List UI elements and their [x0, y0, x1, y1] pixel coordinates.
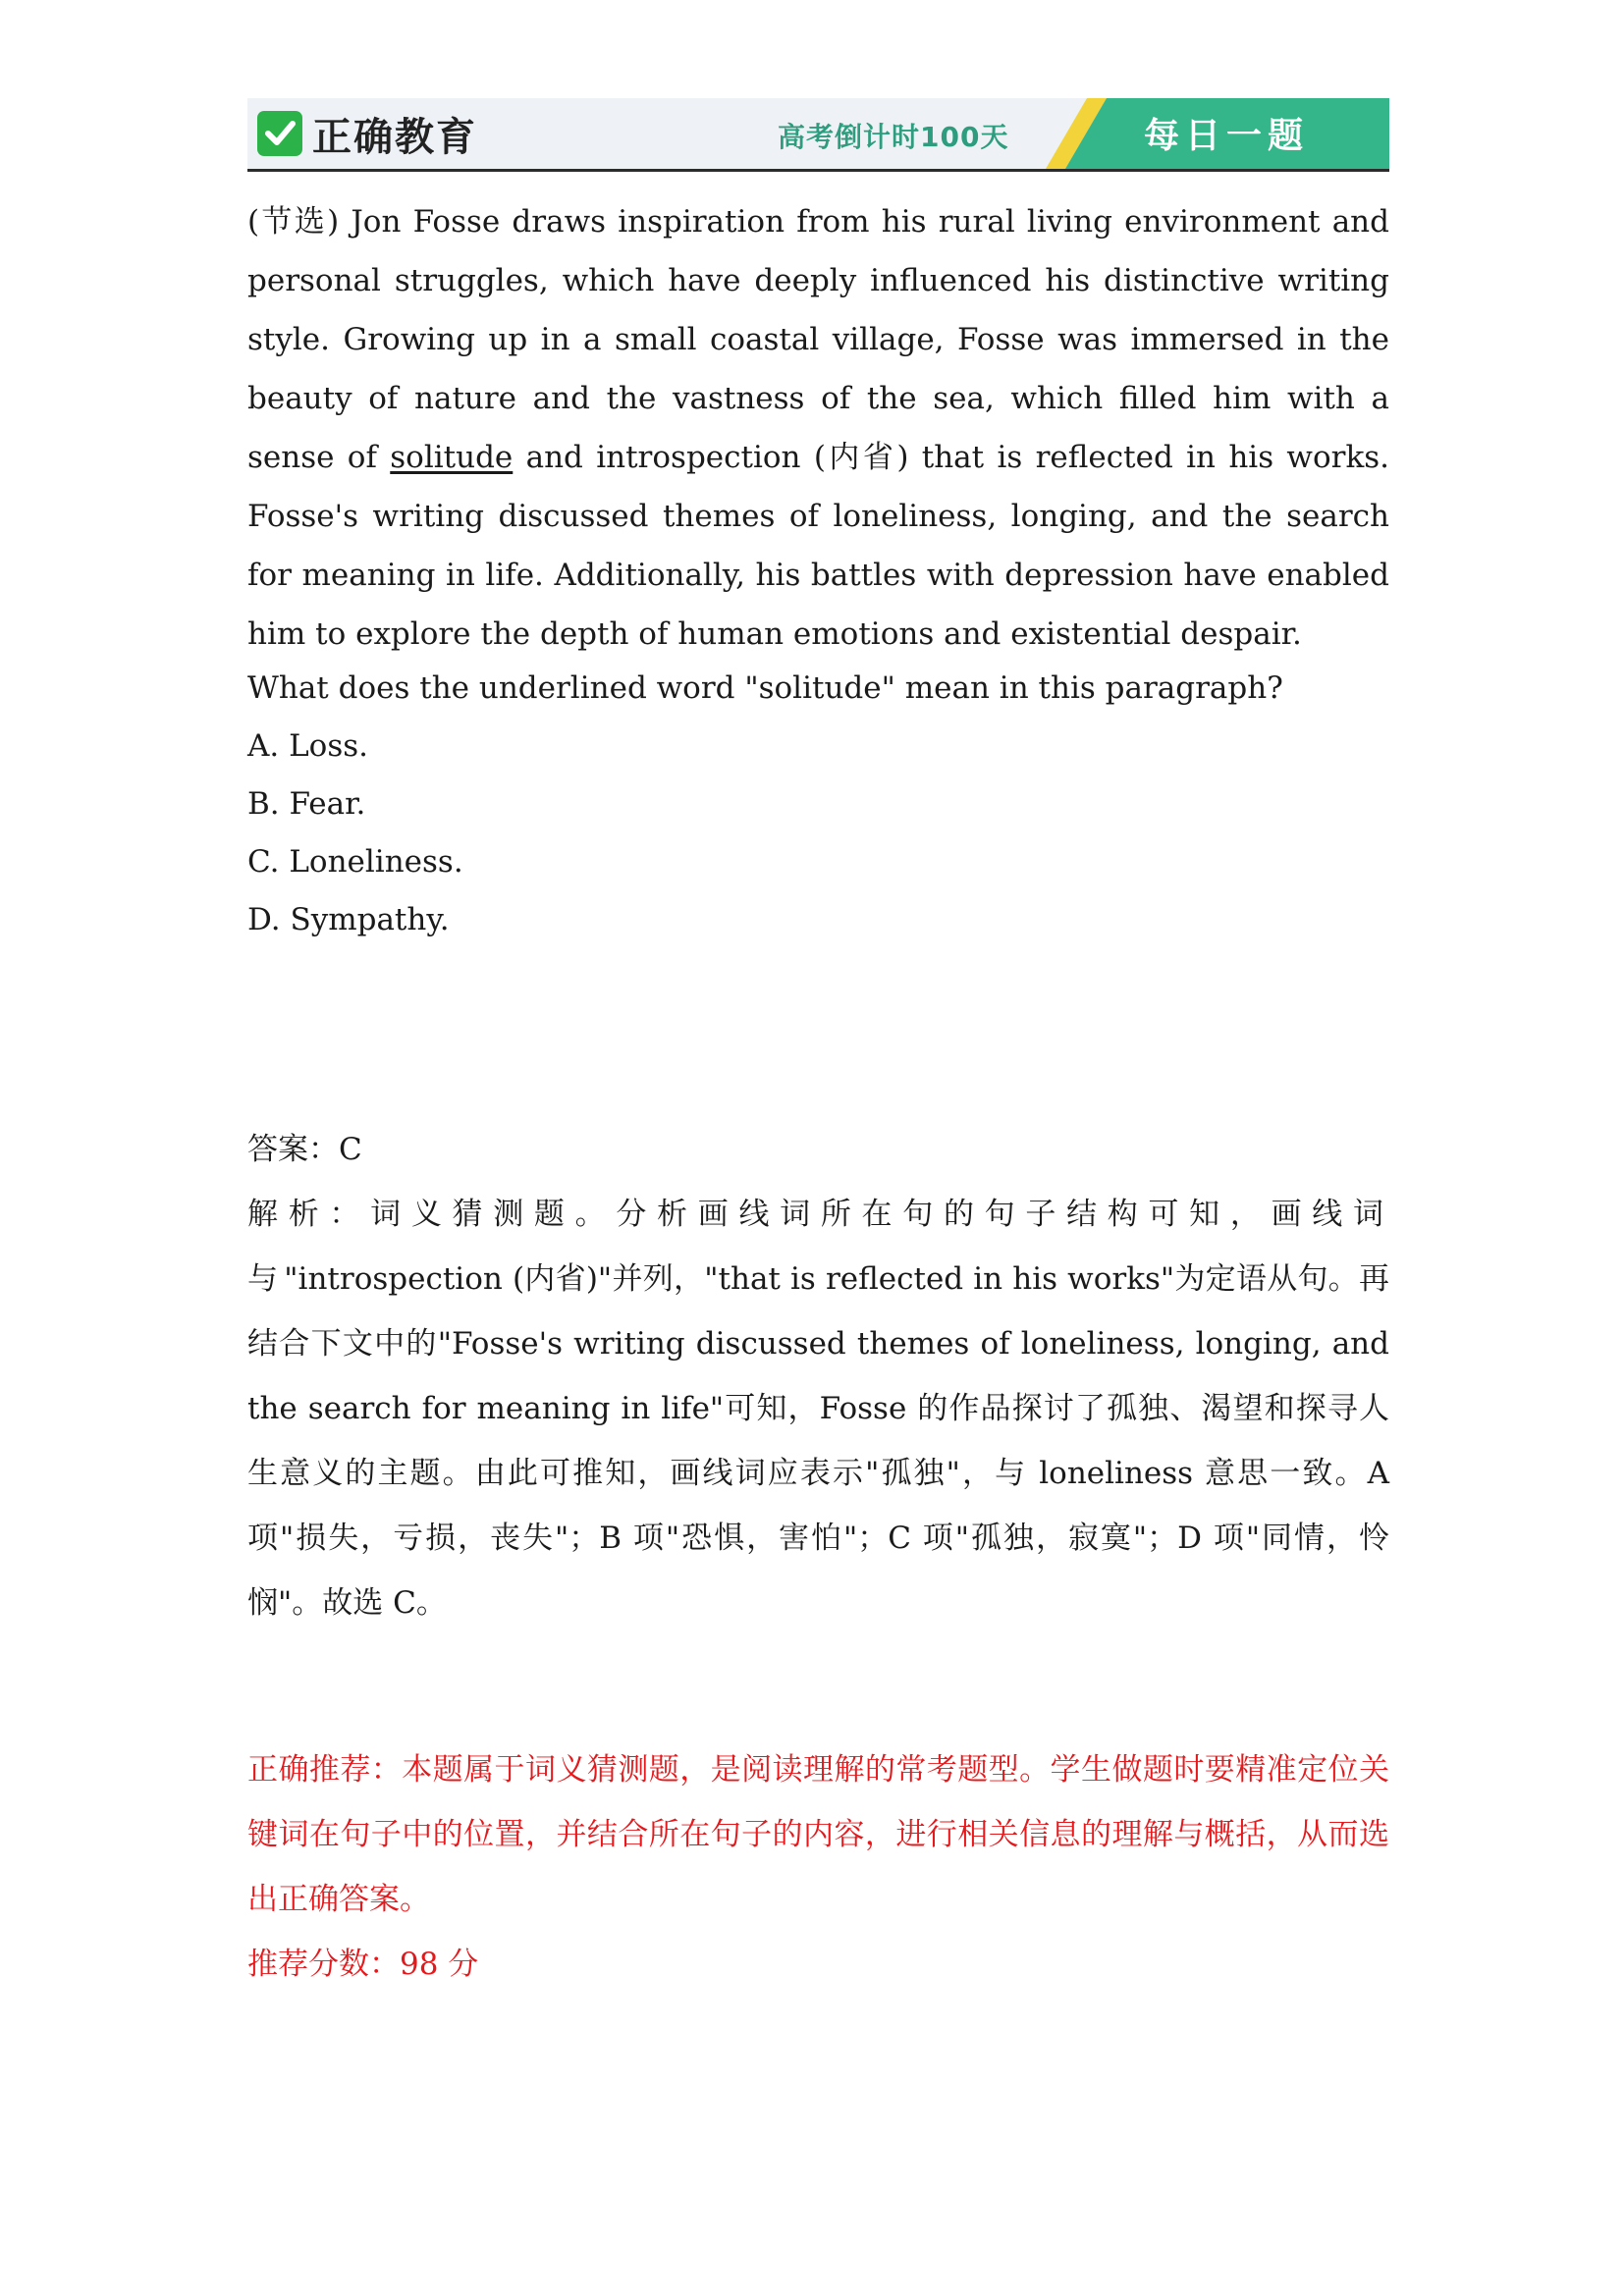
analysis-lead: 解析：词义猜测题。分析画线词所在句的句子结构可知，画线词与 — [247, 1197, 1389, 1297]
question-block — [247, 660, 1389, 949]
brand-logo — [257, 108, 477, 159]
reading-passage — [247, 192, 1389, 664]
recommendation-text: 正确推荐：本题属于词义猜测题，是阅读理解的常考题型。学生做题时要精准定位关键词在句子中的位置，并结合所在句子的内容，进行相关信息的理解与概括，从而选出正确答案。 — [247, 1752, 1389, 1917]
countdown-label: 高考倒计时100天 — [778, 121, 1009, 153]
analysis-text — [247, 1182, 1389, 1635]
recommendation-score: 推荐分数：98 分 — [247, 1947, 479, 1982]
daily-question-ribbon — [1036, 98, 1389, 169]
option-c: C. Loneliness. — [247, 844, 463, 880]
passage-text-start: (节选) Jon Fosse draws inspiration from his rural living environment and personal struggles, which have deeply influenced his distinctive writing style. Growing up in a small coastal village, Fosse was immersed in the beauty of nature and the vastness of the sea, which filled him with a sense of — [247, 204, 1389, 475]
passage-text-end: and introspection (内省) that is reflected in his works. Fosse's writing discussed themes of loneliness, longing, and the search for meaning in life. Additionally, his battles with depression have enabled him to explore the depth of human emotions and existential despair. — [247, 440, 1389, 652]
daily-question-title: 每日一题 — [1144, 116, 1310, 156]
option-d: D. Sympathy. — [247, 902, 450, 937]
analysis-body: "introspection (内省)"并列，"that is reflected in his works"为定语从句。再结合下文中的"Fosse's writing discussed themes of loneliness, longing, and the search for meaning in life"可知，Fosse 的作品探讨了孤独、渴望和探寻人生意义的主题。由此可推知，画线词应表示"孤独"，与 loneliness 意思一致。A 项"损失，亏损，丧失"；B 项"恐惧，害怕"；C 项"孤独，寂寞"；D 项"同情，怜悯"。故选 C。 — [247, 1261, 1390, 1621]
answer-section — [247, 1117, 1389, 1635]
checkmark-icon — [257, 111, 302, 156]
answer-line: 答案：C — [247, 1132, 362, 1167]
page-header — [247, 98, 1389, 172]
option-b: B. Fear. — [247, 786, 366, 822]
question-stem: What does the underlined word "solitude" mean in this paragraph? — [247, 670, 1283, 706]
brand-name: 正确教育 — [312, 114, 477, 160]
underlined-word: solitude — [390, 440, 514, 475]
option-a: A. Loss. — [247, 728, 369, 764]
recommendation-section — [247, 1737, 1389, 1997]
